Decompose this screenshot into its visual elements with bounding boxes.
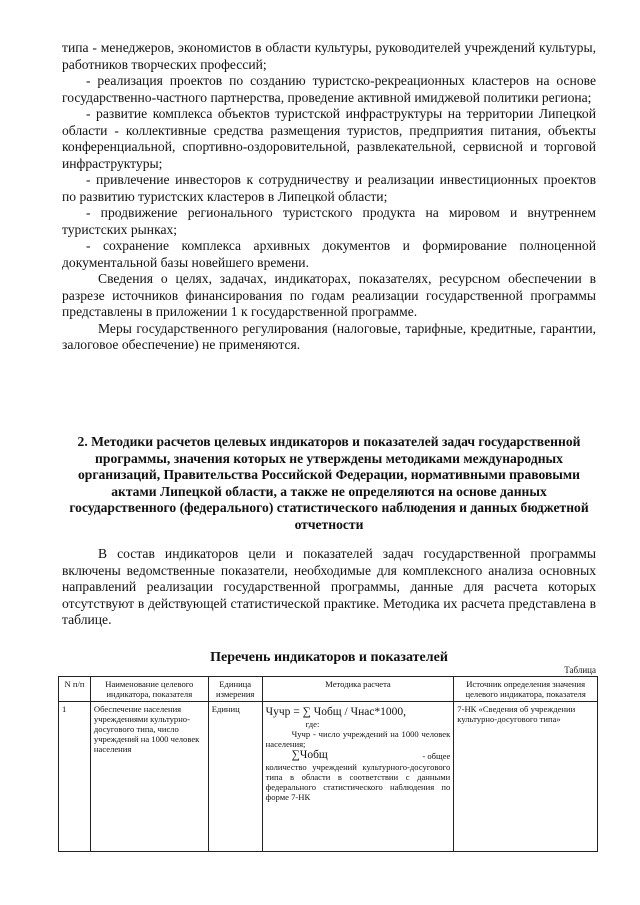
cell-source: 7-НК «Сведения об учреждении культурно-досугового типа» [454,702,598,852]
header-name: Наименование целевого индикатора, показателя [90,677,208,702]
formula-where: где: [305,719,320,729]
header-unit: Единица измерения [208,677,262,702]
cell-unit: Единиц [208,702,262,852]
formula-definition: количество учреждений культурного-досугового типа в области в соответствии с данными федерального статистического наблюдения по форме 7-НК [265,762,451,802]
cell-method [262,702,454,852]
list-item: - продвижение регионального туристского продукта на мировом и внутреннем туристских рынках; [62,205,596,237]
cell-num: 1 [59,702,91,852]
header-num: N п/п [59,677,91,702]
cell-name: Обеспечение населения учреждениями культурно-досугового типа, число учреждений на 1000 человек населения [90,702,208,852]
section-body [62,546,596,629]
section-heading: 2. Методики расчетов целевых индикаторов и показателей задач государственной программы, значения которых не утверждены методиками международных организаций, Правительства Российской Федерации, нормативными правовыми актами Липецкой области, а также не определяются на основе данных государственного (федерального) статистического наблюдения и данных бюджетной отчетности [69,434,589,532]
header-method: Методика расчета [262,677,454,702]
header-source: Источник определения значения целевого индикатора, показателя [454,677,598,702]
list-item: - привлечение инвесторов к сотрудничеству и реализации инвестиционных проектов по развитию туристских кластеров в Липецкой области; [62,172,596,204]
paragraph: В состав индикаторов цели и показателей задач государственной программы включены ведомственные показатели, необходимые для комплексного анализа основных направлений реализации государственной программы, данные для расчета которых отсутствуют в действующей статистической практике. Методика их расчета представлена в таблице. [62,546,596,627]
top-text-block [62,40,596,354]
sigma-line [266,749,451,762]
indicators-table [58,676,598,852]
table-label: Таблица [564,665,596,675]
paragraph: типа - менеджеров, экономистов в области культуры, руководителей учреждений культуры, работников творческих профессий; [62,40,596,72]
sigma-tail: - общее [422,750,451,761]
table-header-row [59,677,598,702]
paragraph: Меры государственного регулирования (налоговые, тарифные, кредитные, гарантии, залоговое обеспечение) не применяются. [62,320,596,352]
table-title: Перечень индикаторов и показателей [210,650,448,665]
paragraph: Сведения о целях, задачах, индикаторах, показателях, ресурсном обеспечении в разрезе источников финансирования по годам реализации государственной программы представлены в приложении 1 к государственной программе. [62,271,596,319]
sigma-term: ∑Чобщ [291,749,328,761]
list-item: - сохранение комплекса архивных документов и формирование полноценной документальной базы новейшего времени. [62,238,596,270]
formula-definition: Чучр - число учреждений на 1000 человек населения; [265,729,451,749]
list-item: - реализация проектов по созданию туристско-рекреационных кластеров на основе государственно-частного партнерства, проведение активной имиджевой политики региона; [62,73,596,105]
list-item: - развитие комплекса объектов туристской инфраструктуры на территории Липецкой области - коллективные средства размещения туристов, предприятия питания, объекты конференциальной, спортивно-оздоровительной, развлекательной, сервисной и торговой инфраструктуры; [62,106,596,171]
table-row [59,702,598,852]
formula: Чучр = ∑ Чобщ / Чнас*1000, [265,706,407,718]
